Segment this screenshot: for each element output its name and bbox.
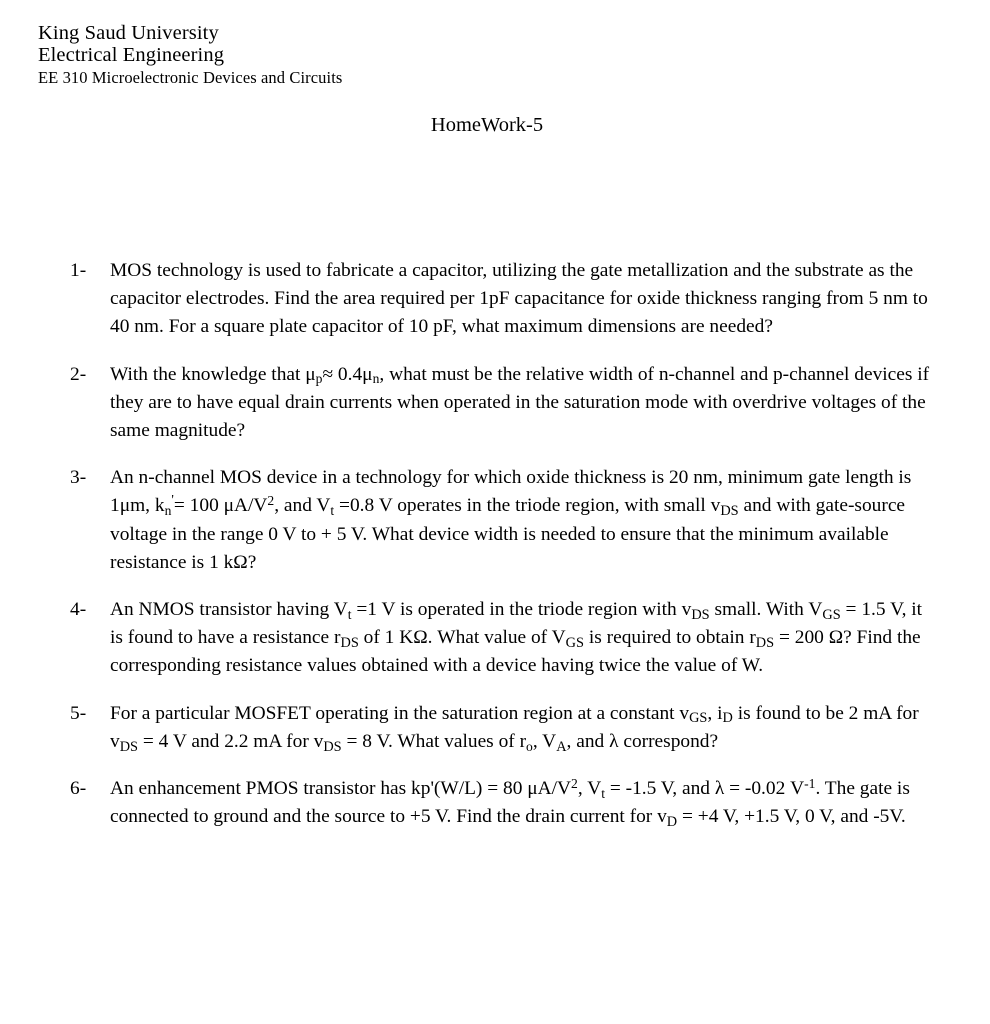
question-text-segment: = 8 V. What values of r bbox=[341, 730, 527, 752]
subscript-ds: DS bbox=[691, 606, 710, 623]
mu-glyph: μ bbox=[305, 363, 316, 385]
subscript-o: o bbox=[526, 738, 533, 754]
superscript-2: 2 bbox=[571, 775, 578, 791]
subscript-d: D bbox=[666, 813, 678, 830]
subscript-d: D bbox=[722, 710, 733, 727]
question-text-segment: For a particular MOSFET operating in the saturation region at a constant v bbox=[110, 702, 690, 724]
question-text-segment: ≈ 0.4 bbox=[322, 363, 363, 385]
symbol-mu-p bbox=[305, 364, 322, 385]
question-text bbox=[110, 775, 938, 831]
subscript-gs: GS bbox=[565, 634, 584, 651]
question-text-segment: . The gate is connected to ground and the source to +5 V. Find the drain current for v bbox=[110, 778, 910, 828]
question-text-segment: An n-channel MOS device in a technology for which oxide thickness is 20 nm, minimum gate length is 1μm, k bbox=[110, 467, 912, 517]
question-text bbox=[110, 257, 938, 342]
header-institution: King Saud University bbox=[38, 22, 219, 44]
question-text bbox=[110, 596, 938, 681]
question-text-segment: = 100 μA/V bbox=[173, 495, 268, 517]
question-text-segment: of 1 KΩ. What value of V bbox=[358, 627, 566, 649]
superscript-2: 2 bbox=[267, 493, 275, 509]
question-text-segment: , i bbox=[707, 702, 723, 724]
question-number: 2- bbox=[70, 363, 87, 385]
subscript-ds: DS bbox=[340, 634, 359, 651]
question-text-segment: = -1.5 V, and λ = -0.02 V bbox=[604, 778, 805, 800]
symbol-mu-n bbox=[362, 364, 379, 385]
question-text-segment: An NMOS transistor having V bbox=[110, 599, 348, 621]
question-item bbox=[70, 775, 938, 831]
question-text bbox=[110, 464, 938, 577]
question-text-segment: , V bbox=[532, 730, 557, 752]
question-text-segment: is found to be 2 mA for v bbox=[110, 702, 919, 752]
question-number: 4- bbox=[70, 599, 87, 621]
subscript-ds: DS bbox=[720, 503, 739, 520]
header-department: Electrical Engineering bbox=[38, 44, 225, 66]
question-text bbox=[110, 700, 938, 756]
question-text-segment: , V bbox=[577, 778, 602, 800]
question-text-segment: , and V bbox=[274, 495, 331, 517]
question-text bbox=[110, 361, 938, 446]
question-text-segment: An enhancement PMOS transistor has kp'(W/L) = 80 μA/V bbox=[110, 778, 572, 800]
question-number: 1- bbox=[70, 260, 87, 281]
question-text-segment: = +4 V, +1.5 V, 0 V, and -5V. bbox=[677, 806, 906, 828]
subscript-n: n bbox=[372, 371, 380, 387]
question-text-segment: With the knowledge that bbox=[110, 363, 306, 385]
question-text-segment: = 200 Ω? Find the corresponding resistance values obtained with a device having twice the value of W. bbox=[110, 627, 921, 677]
question-item bbox=[70, 257, 938, 342]
question-text-segment: = 1.5 V, it is found to have a resistance r bbox=[110, 599, 923, 649]
question-item bbox=[70, 596, 938, 681]
mu-glyph: μ bbox=[362, 363, 373, 385]
question-number: 6- bbox=[70, 778, 87, 800]
question-text-segment: =1 V is operated in the triode region with v bbox=[351, 599, 692, 621]
header-course: EE 310 Microelectronic Devices and Circuits bbox=[38, 68, 343, 87]
subscript-a: A bbox=[556, 738, 567, 755]
question-list bbox=[70, 257, 938, 831]
superscript-minus-1: -1 bbox=[804, 775, 816, 791]
question-text-segment: is required to obtain r bbox=[584, 627, 756, 649]
question-text-segment: =0.8 V operates in the triode region, with small v bbox=[334, 495, 721, 517]
subscript-gs: GS bbox=[689, 710, 708, 727]
subscript-ds: DS bbox=[323, 738, 342, 755]
subscript-t: t bbox=[601, 785, 605, 801]
question-text-segment: , what must be the relative width of n-channel and p-channel devices if they are to have equal drain currents when operated in the saturation mode with overdrive voltages of the same magnitude? bbox=[110, 363, 930, 442]
question-number: 3- bbox=[70, 467, 87, 489]
subscript-ds: DS bbox=[119, 738, 139, 755]
question-number: 5- bbox=[70, 702, 87, 724]
subscript-n: n bbox=[164, 503, 172, 519]
question-text-segment: MOS technology is used to fabricate a capacitor, utilizing the gate metallization and the substrate as the capacitor electrodes. Find the area required per 1pF capacitance for oxide thickness ranging from 5 nm to 40 nm. For a square plate capacitor of 10 pF, what maximum dimensions are needed? bbox=[110, 260, 928, 338]
subscript-ds: DS bbox=[755, 634, 775, 651]
subscript-gs: GS bbox=[822, 606, 841, 623]
question-item bbox=[70, 700, 938, 756]
question-text-segment: and with gate-source voltage in the range 0 V to + 5 V. What device width is needed to ensure that the minimum available resistance is 1 kΩ? bbox=[110, 495, 906, 573]
question-text-segment: = 4 V and 2.2 mA for v bbox=[138, 730, 324, 752]
question-text-segment: small. With V bbox=[709, 599, 823, 621]
prime-mark: ' bbox=[171, 493, 174, 509]
subscript-t: t bbox=[330, 503, 335, 519]
subscript-p: p bbox=[315, 371, 323, 387]
question-item bbox=[70, 361, 938, 446]
question-item bbox=[70, 464, 938, 577]
subscript-t: t bbox=[347, 606, 352, 622]
page-title bbox=[0, 114, 990, 137]
document-header bbox=[38, 22, 342, 89]
page-title-text: HomeWork-5 bbox=[430, 114, 544, 136]
question-text-segment: , and λ correspond? bbox=[566, 730, 719, 752]
